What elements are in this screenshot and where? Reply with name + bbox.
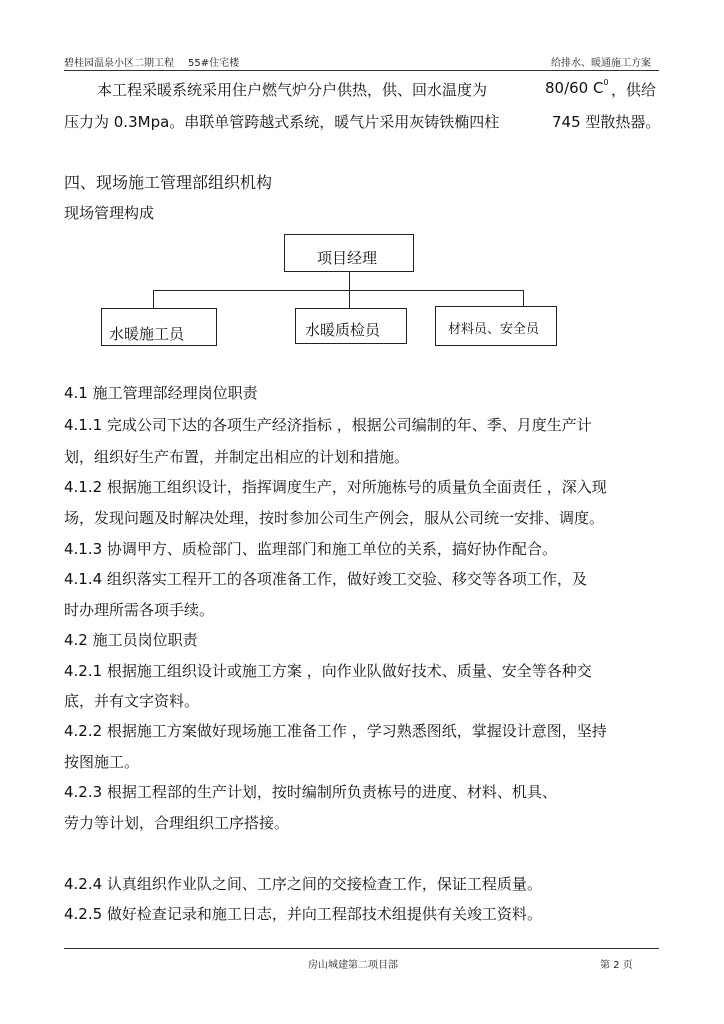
org-connector-horizontal [153,290,524,291]
org-connector-left [153,290,154,308]
para-4-2-5: 4.2.5 做好检查记录和施工日志，并向工程部技术组提供有关竣工资料。 [64,905,542,923]
section-title: 四、现场施工管理部组织机构 [64,173,273,192]
header-rule [64,70,659,71]
para-4-1-1-line2: 划，组织好生产布置，并制定出相应的计划和措施。 [64,448,410,466]
para-4-2-1-line1: 4.2.1 根据施工组织设计或施工方案 ，向作业队做好技术、质量、安全等各种交 [64,662,592,680]
heading-4-1: 4.1 施工管理部经理岗位职责 [64,384,258,402]
para-4-2-1-line2: 底，并有文字资料。 [64,692,200,710]
org-label-manager: 项目经理 [317,249,378,267]
heading-4-2: 4.2 施工员岗位职责 [64,631,198,649]
header-title: 给排水、暖通施工方案 [551,58,651,69]
org-connector-middle [349,290,350,308]
para-4-2-3-line2: 劳力等计划，合理组织工序搭接。 [64,814,290,832]
intro-line1-text: 本工程采暖系统采用住户燃气炉分户供热，供、回水温度为 [97,81,488,99]
header-building: 55#住宅楼 [188,58,240,69]
intro-line2-text: 压力为 0.3Mpa。串联单管跨越式系统，暖气片采用灰铸铁椭四柱 [64,113,500,131]
intro-temperature: 80/60 $C^0$ [545,78,609,97]
org-label-installer: 水暖施工员 [109,325,185,343]
org-label-inspector: 水暖质检员 [305,321,381,339]
org-box-inspector [295,308,407,344]
intro-line2-tail: 745 型散热器。 [552,113,661,131]
para-4-2-2-line2: 按图施工。 [64,753,140,771]
header-project: 碧桂园温泉小区二期工程 [64,58,174,69]
para-4-1-1-line1: 4.1.1 完成公司下达的各项生产经济指标 ，根据公司编制的年、季、月度生产计 [64,416,592,434]
footer-rule [64,948,659,949]
para-4-1-3: 4.1.3 协调甲方、质检部门、监理部门和施工单位的关系，搞好协作配合。 [64,540,557,558]
org-box-manager [284,234,414,272]
org-connector-vertical [349,272,350,290]
org-box-material-safety [435,306,557,346]
para-4-1-4-line1: 4.1.4 组织落实工程开工的各项准备工作，做好竣工交验、移交等各项工作，及 [64,570,587,588]
org-box-installer [101,308,217,346]
intro-line1-tail: ，供给 [611,81,657,99]
para-4-2-2-line1: 4.2.2 根据施工方案做好现场施工准备工作 ，学习熟悉图纸，掌握设计意图，坚持 [64,722,607,740]
org-label-material-safety: 材料员、安全员 [448,322,540,337]
footer-page-number: 第 2 页 [600,960,633,971]
para-4-2-3-line1: 4.2.3 根据工程部的生产计划，按时编制所负责栋号的进度、材料、机具、 [64,783,557,801]
para-4-1-2-line2: 场，发现问题及时解决处理，按时参加公司生产例会，服从公司统一安排、调度。 [64,509,605,527]
para-4-1-2-line1: 4.1.2 根据施工组织设计，指挥调度生产，对所施栋号的质量负全面责任 ，深入现 [64,478,607,496]
degree-mark: 0 [603,78,609,87]
para-4-1-4-line2: 时办理所需各项手续。 [64,601,215,619]
footer-department: 房山城建第二项目部 [308,960,398,971]
section-subtitle: 现场管理构成 [64,204,155,222]
para-4-2-4: 4.2.4 认真组织作业队之间、工序之间的交接检查工作，保证工程质量。 [64,875,542,893]
